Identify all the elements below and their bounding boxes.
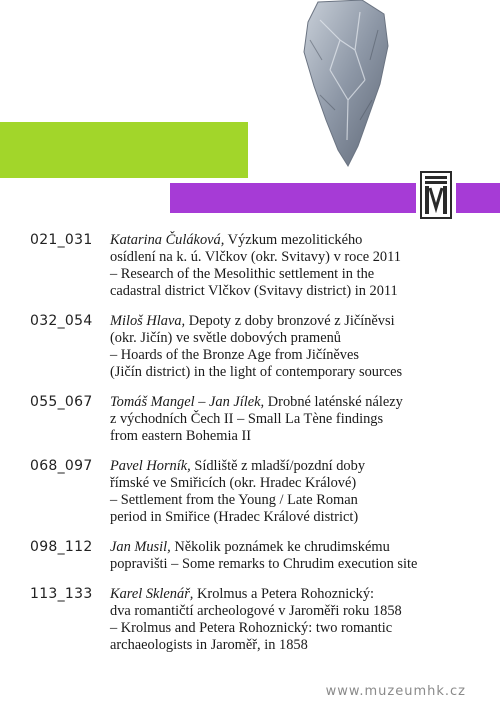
title-line: from eastern Bohemia II bbox=[110, 428, 252, 444]
author-name: Katarina Čuláková, bbox=[110, 232, 225, 248]
author-name: Pavel Horník, bbox=[110, 458, 191, 474]
green-accent-bar bbox=[0, 122, 248, 178]
entry-text bbox=[110, 586, 490, 654]
title-line: Krolmus a Petera Rohoznický: bbox=[197, 586, 375, 602]
title-line: Výzkum mezolitického bbox=[227, 232, 363, 248]
author-name: Karel Sklenář, bbox=[110, 586, 194, 602]
title-line: – Research of the Mesolithic settlement in the bbox=[110, 266, 375, 282]
museum-logo-icon bbox=[416, 168, 456, 222]
author-name: Jan Musil, bbox=[110, 539, 171, 555]
museum-website-link[interactable]: www.muzeumhk.cz bbox=[325, 684, 466, 699]
entry-text bbox=[110, 232, 490, 300]
page-range: 021_031 bbox=[30, 232, 93, 248]
title-line: (okr. Jičín) ve světle dobových pramenů bbox=[110, 330, 341, 346]
title-line: archaeologists in Jaroměř, in 1858 bbox=[110, 637, 308, 653]
title-line: Depoty z doby bronzové z Jičíněvsi bbox=[188, 313, 395, 329]
entry-text bbox=[110, 313, 490, 381]
entry-text bbox=[110, 539, 490, 573]
page-range: 068_097 bbox=[30, 458, 93, 474]
toc-entry bbox=[30, 232, 490, 300]
title-line: – Hoards of the Bronze Age from Jičíněves bbox=[110, 347, 359, 363]
title-line: cadastral district Vlčkov (Svitavy district) in 2011 bbox=[110, 283, 398, 299]
title-line: Drobné laténské nálezy bbox=[267, 394, 403, 410]
toc-entry bbox=[30, 586, 490, 654]
title-line: z východních Čech II – Small La Tène findings bbox=[110, 411, 384, 427]
toc-entry bbox=[30, 539, 490, 573]
author-name: Miloš Hlava, bbox=[110, 313, 186, 329]
title-line: Několik poznámek ke chrudimskému bbox=[174, 539, 390, 555]
page-range: 055_067 bbox=[30, 394, 93, 410]
entry-text bbox=[110, 394, 490, 445]
title-line: – Settlement from the Young / Late Roman bbox=[110, 492, 358, 508]
page-range: 098_112 bbox=[30, 539, 93, 555]
title-line: popravišti – Some remarks to Chrudim execution site bbox=[110, 556, 418, 572]
title-line: římské ve Smiřicích (okr. Hradec Králové) bbox=[110, 475, 357, 491]
toc-entry bbox=[30, 394, 490, 445]
toc-entry bbox=[30, 458, 490, 526]
page-range: 113_133 bbox=[30, 586, 93, 602]
flint-artifact-image bbox=[300, 0, 390, 168]
entry-text bbox=[110, 458, 490, 526]
title-line: (Jičín district) in the light of contemporary sources bbox=[110, 364, 403, 380]
title-line: – Krolmus and Petera Rohoznický: two romantic bbox=[110, 620, 393, 636]
title-line: dva romantičtí archeologové v Jaroměři roku 1858 bbox=[110, 603, 402, 619]
title-line: period in Smiřice (Hradec Králové district) bbox=[110, 509, 359, 525]
table-of-contents bbox=[30, 232, 490, 667]
page-range: 032_054 bbox=[30, 313, 93, 329]
author-name: Tomáš Mangel – Jan Jílek, bbox=[110, 394, 265, 410]
title-line: Sídliště z mladší/pozdní doby bbox=[194, 458, 366, 474]
title-line: osídlení na k. ú. Vlčkov (okr. Svitavy) v roce 2011 bbox=[110, 249, 401, 265]
toc-entry bbox=[30, 313, 490, 381]
